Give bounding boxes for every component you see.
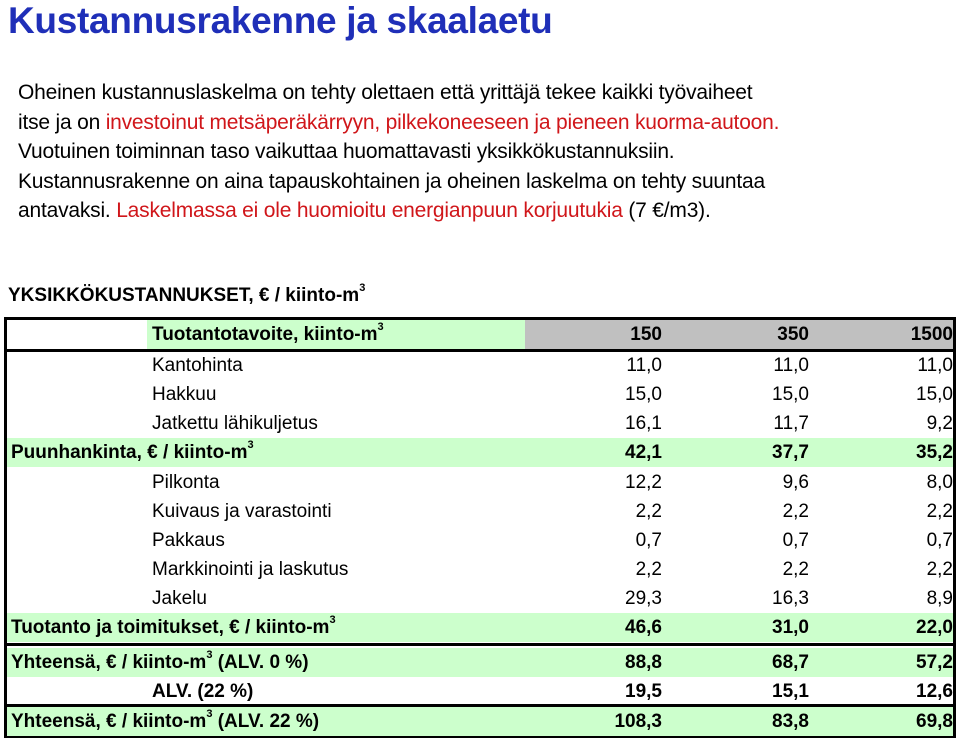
row-value-0: 46,6 — [625, 617, 662, 638]
row-label-text: Kuivaus ja varastointi — [152, 501, 332, 522]
intro-line-2-highlight: investoinut metsäperäkärryyn, pilkekoneeseen ja pieneen kuorma-autoon. — [105, 110, 780, 134]
row-label-text: Markkinointi ja laskutus — [152, 559, 349, 580]
row-label — [152, 501, 332, 523]
intro-line-3-text: Vuotuinen toiminnan taso vaikuttaa huomattavasti yksikkökustannuksiin. — [18, 140, 675, 163]
row-label — [11, 439, 254, 464]
intro-line-5-text: antavaksi. — [18, 199, 117, 222]
row-label — [152, 559, 348, 581]
row-value-2: 11,0 — [917, 355, 953, 376]
row-value-2: 8,9 — [926, 588, 953, 609]
row-value-2: 57,2 — [916, 652, 953, 673]
row-label — [152, 413, 318, 435]
table-divider — [7, 643, 953, 646]
section-heading — [8, 282, 366, 307]
table-row — [7, 438, 953, 467]
table-row — [7, 584, 953, 613]
table-row — [7, 497, 953, 526]
row-label-text: Hakkuu — [152, 384, 217, 405]
section-heading-sup: 3 — [359, 282, 366, 294]
header-label-sup: 3 — [377, 321, 384, 333]
header-col-2: 1500 — [910, 324, 953, 345]
intro-line-1-text: Oheinen kustannuslaskelma on tehty olettaen että yrittäjä tekee kaikki työvaiheet — [18, 81, 753, 104]
intro-text — [18, 78, 948, 226]
intro-line-4 — [18, 167, 948, 197]
row-value-1: 11,0 — [773, 355, 809, 376]
table-divider — [7, 704, 953, 707]
row-label — [11, 614, 336, 639]
row-value-2: 15,0 — [916, 384, 953, 405]
row-value-1: 15,0 — [772, 384, 809, 405]
row-label-sup: 3 — [206, 708, 213, 720]
header-col-1: 350 — [777, 324, 809, 345]
table-row — [7, 648, 953, 677]
table-divider — [7, 349, 953, 352]
table-row — [7, 351, 953, 380]
intro-line-5 — [18, 196, 948, 226]
row-label-text: Yhteensä, € / kiinto-m — [11, 711, 207, 732]
row-value-2: 69,8 — [916, 711, 953, 732]
row-value-0: 2,2 — [635, 501, 662, 522]
row-value-0: 29,3 — [625, 588, 662, 609]
row-label — [152, 588, 207, 610]
row-label — [152, 355, 243, 377]
row-value-0: 19,5 — [625, 681, 662, 702]
table-row — [7, 555, 953, 584]
row-label-suffix: (ALV. 0 %) — [212, 652, 309, 673]
header-label-text: Tuotantotavoite, kiinto-m — [152, 324, 378, 345]
table-row — [7, 677, 953, 706]
row-value-1: 2,2 — [782, 501, 809, 522]
row-value-0: 88,8 — [625, 652, 662, 673]
row-value-0: 108,3 — [614, 711, 662, 732]
row-label-suffix: (ALV. 22 %) — [212, 711, 320, 732]
row-value-1: 68,7 — [772, 652, 809, 673]
row-label — [152, 681, 253, 703]
row-value-1: 11,7 — [773, 413, 809, 434]
row-value-2: 2,2 — [926, 501, 953, 522]
page-title: Kustannusrakenne ja skaalaetu — [8, 0, 553, 41]
row-value-1: 16,3 — [772, 588, 809, 609]
row-value-2: 12,6 — [916, 681, 953, 702]
header-values-bg — [525, 320, 953, 351]
row-label — [11, 708, 320, 733]
row-value-2: 2,2 — [926, 559, 953, 580]
header-label — [152, 321, 384, 346]
row-label-sup: 3 — [206, 649, 213, 661]
row-value-2: 35,2 — [916, 442, 953, 463]
table-row — [7, 409, 953, 438]
intro-line-5-suffix: (7 €/m3). — [622, 199, 711, 222]
row-value-0: 2,2 — [635, 559, 662, 580]
row-label-text: Tuotanto ja toimitukset, € / kiinto-m — [11, 617, 330, 638]
table-row — [7, 468, 953, 497]
intro-line-2-text: itse ja on — [18, 110, 106, 134]
row-value-1: 37,7 — [772, 442, 809, 463]
table-row — [7, 613, 953, 642]
row-value-2: 22,0 — [916, 617, 953, 638]
intro-line-5-highlight: Laskelmassa ei ole huomioitu energianpuun korjuutukia — [116, 199, 623, 222]
intro-line-1 — [18, 78, 948, 108]
row-value-0: 16,1 — [625, 413, 662, 434]
row-value-0: 12,2 — [625, 472, 662, 493]
cost-table — [4, 317, 956, 738]
intro-line-3 — [18, 137, 948, 167]
row-value-0: 11,0 — [626, 355, 662, 376]
row-value-2: 9,2 — [926, 413, 953, 434]
intro-line-4-text: Kustannusrakenne on aina tapauskohtainen ja oheinen laskelma on tehty suuntaa — [18, 169, 765, 193]
row-value-0: 42,1 — [625, 442, 662, 463]
table-row — [7, 526, 953, 555]
row-value-1: 9,6 — [782, 472, 809, 493]
row-value-1: 83,8 — [772, 711, 809, 732]
row-label — [11, 649, 309, 674]
row-label — [152, 530, 225, 552]
table-row — [7, 707, 953, 736]
row-value-0: 15,0 — [625, 384, 662, 405]
intro-line-2 — [18, 108, 948, 138]
row-value-2: 8,0 — [926, 472, 953, 493]
row-value-2: 0,7 — [926, 530, 953, 551]
row-label-text: Yhteensä, € / kiinto-m — [11, 652, 207, 673]
row-value-0: 0,7 — [635, 530, 662, 551]
row-value-1: 15,1 — [772, 681, 809, 702]
row-label — [152, 384, 216, 406]
row-label-text: Jakelu — [152, 588, 207, 609]
row-label-text: Jatkettu lähikuljetus — [152, 413, 318, 434]
row-label — [152, 472, 220, 494]
row-value-1: 2,2 — [782, 559, 809, 580]
row-label-text: Puunhankinta, € / kiinto-m — [11, 442, 248, 463]
section-heading-text: YKSIKKÖKUSTANNUKSET, € / kiinto-m — [8, 285, 360, 306]
table-row — [7, 380, 953, 409]
row-label-sup: 3 — [329, 614, 336, 626]
row-label-text: Pakkaus — [152, 530, 225, 551]
row-label-text: Pilkonta — [152, 472, 220, 493]
row-label-sup: 3 — [247, 439, 254, 451]
header-col-0: 150 — [630, 324, 662, 345]
row-value-1: 31,0 — [772, 617, 809, 638]
table-header-row — [7, 320, 953, 351]
row-value-1: 0,7 — [782, 530, 809, 551]
row-label-text: Kantohinta — [152, 355, 243, 376]
row-label-text: ALV. (22 %) — [152, 681, 254, 702]
